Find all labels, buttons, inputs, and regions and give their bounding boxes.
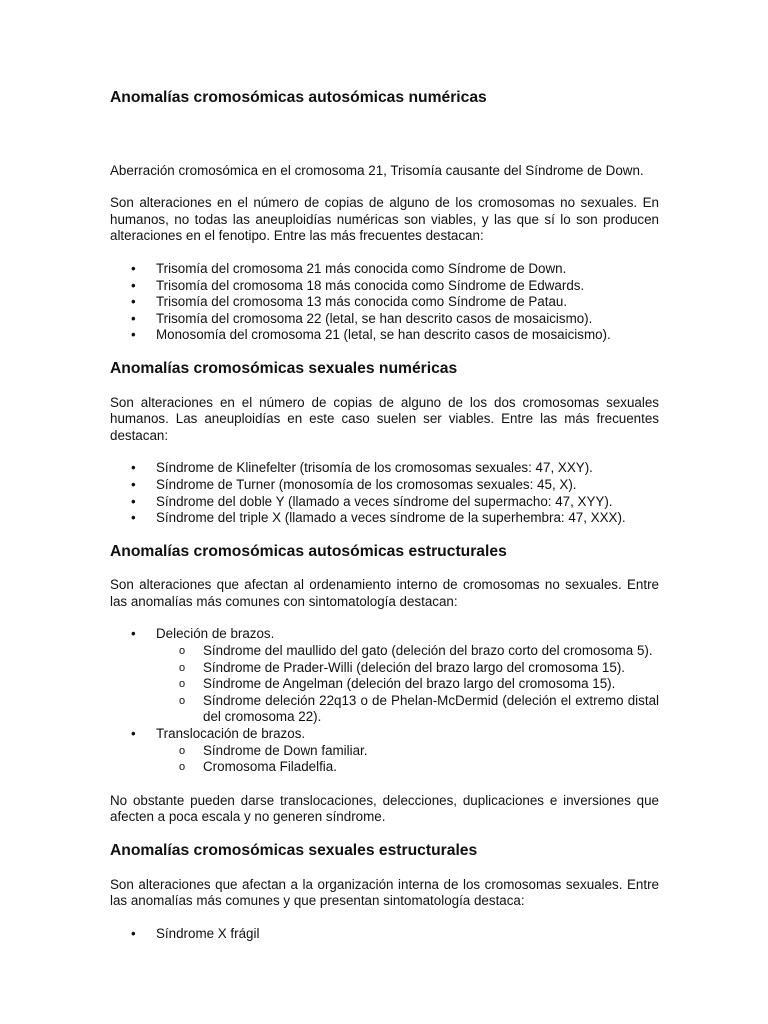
deletion-sublist xyxy=(156,643,659,726)
document-page xyxy=(110,90,659,942)
heading-autosomal-structural: Anomalías cromosómicas autosómicas estructurales xyxy=(110,542,507,560)
bullet-icon: • xyxy=(131,460,136,476)
list-item: • Síndrome de Turner (monosomía de los cromosomas sexuales: 45, X). xyxy=(131,476,577,492)
bullet-icon: • xyxy=(131,310,136,326)
list-item: • Síndrome del doble Y (llamado a veces síndrome del supermacho: 47, XYY). xyxy=(131,493,613,509)
bullet-icon: • xyxy=(131,294,136,310)
bullet-icon: • xyxy=(131,510,136,526)
sexual-structural-paragraph: Son alteraciones que afectan a la organización interna de los cromosomas sexuales. Entre las anomalías más comunes y que presentan sintomatología destaca: xyxy=(110,876,659,909)
circle-bullet-icon: o xyxy=(179,744,186,757)
heading-sexual-structural: Anomalías cromosómicas sexuales estructurales xyxy=(110,842,478,859)
circle-bullet-icon: o xyxy=(179,678,186,691)
list-item: • Trisomía del cromosoma 18 más conocida como Síndrome de Edwards. xyxy=(131,277,585,293)
sublist-item: o Síndrome deleción 22q13 o de Phelan-McDermid (deleción el extremo distal del cromosoma 22). xyxy=(179,692,659,725)
list-item: • Monosomía del cromosoma 21 (letal, se han descrito casos de mosaicismo). xyxy=(131,327,611,343)
heading-sexual-numeric: Anomalías cromosómicas sexuales numéricas xyxy=(110,359,458,377)
sublist-item: o Síndrome de Down familiar. xyxy=(179,742,368,758)
sexual-structural-list xyxy=(110,926,659,943)
bullet-icon: • xyxy=(131,626,136,642)
bullet-icon: • xyxy=(131,277,136,293)
circle-bullet-icon: o xyxy=(179,645,186,658)
bullet-icon: • xyxy=(131,476,136,492)
autosomal-numeric-paragraph: Son alteraciones en el número de copias de alguno de los cromosomas no sexuales. En humanos, no todas las aneuploidías numéricas son viables, y las que sí lo son producen alteraciones en el fenotipo. Entre las más frecuentes destacan: xyxy=(110,195,659,244)
list-item: • Síndrome del triple X (llamado a veces síndrome de la superhembra: 47, XXX). xyxy=(131,510,626,526)
bullet-icon: • xyxy=(131,925,136,941)
circle-bullet-icon: o xyxy=(179,694,186,707)
bullet-icon: • xyxy=(131,260,136,276)
autosomal-structural-paragraph: Son alteraciones que afectan al ordenamiento interno de cromosomas no sexuales. Entre las anomalías más comunes con sintomatología destacan: xyxy=(110,577,659,609)
closing-paragraph: No obstante pueden darse translocaciones, delecciones, duplicaciones e inversiones que afecten a poca escala y no generen síndrome. xyxy=(110,792,659,825)
sublist-item: o Síndrome del maullido del gato (deleción del brazo corto del cromosoma 5). xyxy=(179,643,653,659)
autosomal-structural-list xyxy=(110,626,659,775)
circle-bullet-icon: o xyxy=(179,761,186,774)
sexual-numeric-list xyxy=(110,460,659,526)
translocation-sublist xyxy=(156,743,659,776)
list-item: • Trisomía del cromosoma 21 más conocida como Síndrome de Down. xyxy=(131,260,567,276)
list-item: • Síndrome X frágil xyxy=(131,925,260,941)
sexual-numeric-paragraph: Son alteraciones en el número de copias de alguno de los dos cromosomas sexuales humanos. Las aneuploidías en este caso suelen ser viables. Entre las más frecuentes destacan: xyxy=(110,394,659,443)
sublist-item: o Cromosoma Filadelfia. xyxy=(179,759,337,775)
list-item: • Trisomía del cromosoma 22 (letal, se han descrito casos de mosaicismo). xyxy=(131,310,593,326)
sublist-item: o Síndrome de Prader-Willi (deleción del brazo largo del cromosoma 15). xyxy=(179,659,625,675)
intro-paragraph: Aberración cromosómica en el cromosoma 21, Trisomía causante del Síndrome de Down. xyxy=(110,162,644,178)
list-item: • Translocación de brazos. o Síndrome de Down familiar. o Cromosoma Filadelfia. xyxy=(110,726,659,776)
circle-bullet-icon: o xyxy=(179,661,186,674)
bullet-icon: • xyxy=(131,726,136,742)
bullet-icon: • xyxy=(131,327,136,343)
autosomal-numeric-list xyxy=(110,261,659,344)
list-item: • Trisomía del cromosoma 13 más conocida como Síndrome de Patau. xyxy=(131,294,568,310)
sublist-item: o Síndrome de Angelman (deleción del brazo largo del cromosoma 15). xyxy=(179,676,616,692)
list-item: • Síndrome de Klinefelter (trisomía de los cromosomas sexuales: 47, XXY). xyxy=(131,460,593,476)
list-item: • Deleción de brazos. o Síndrome del maullido del gato (deleción del brazo corto del cromosoma 5). o Síndrome de Prader-Willi (deleción del brazo largo del cromosoma 15). o Síndrome de Angelman (deleción del brazo largo del cromosoma 15). o Síndrome deleción 22q13 o de Phelan-McDermid (deleción el extremo distal del cromosoma 22). xyxy=(131,626,659,725)
bullet-icon: • xyxy=(131,493,136,509)
heading-autosomal-numeric: Anomalías cromosómicas autosómicas numéricas xyxy=(110,89,487,106)
